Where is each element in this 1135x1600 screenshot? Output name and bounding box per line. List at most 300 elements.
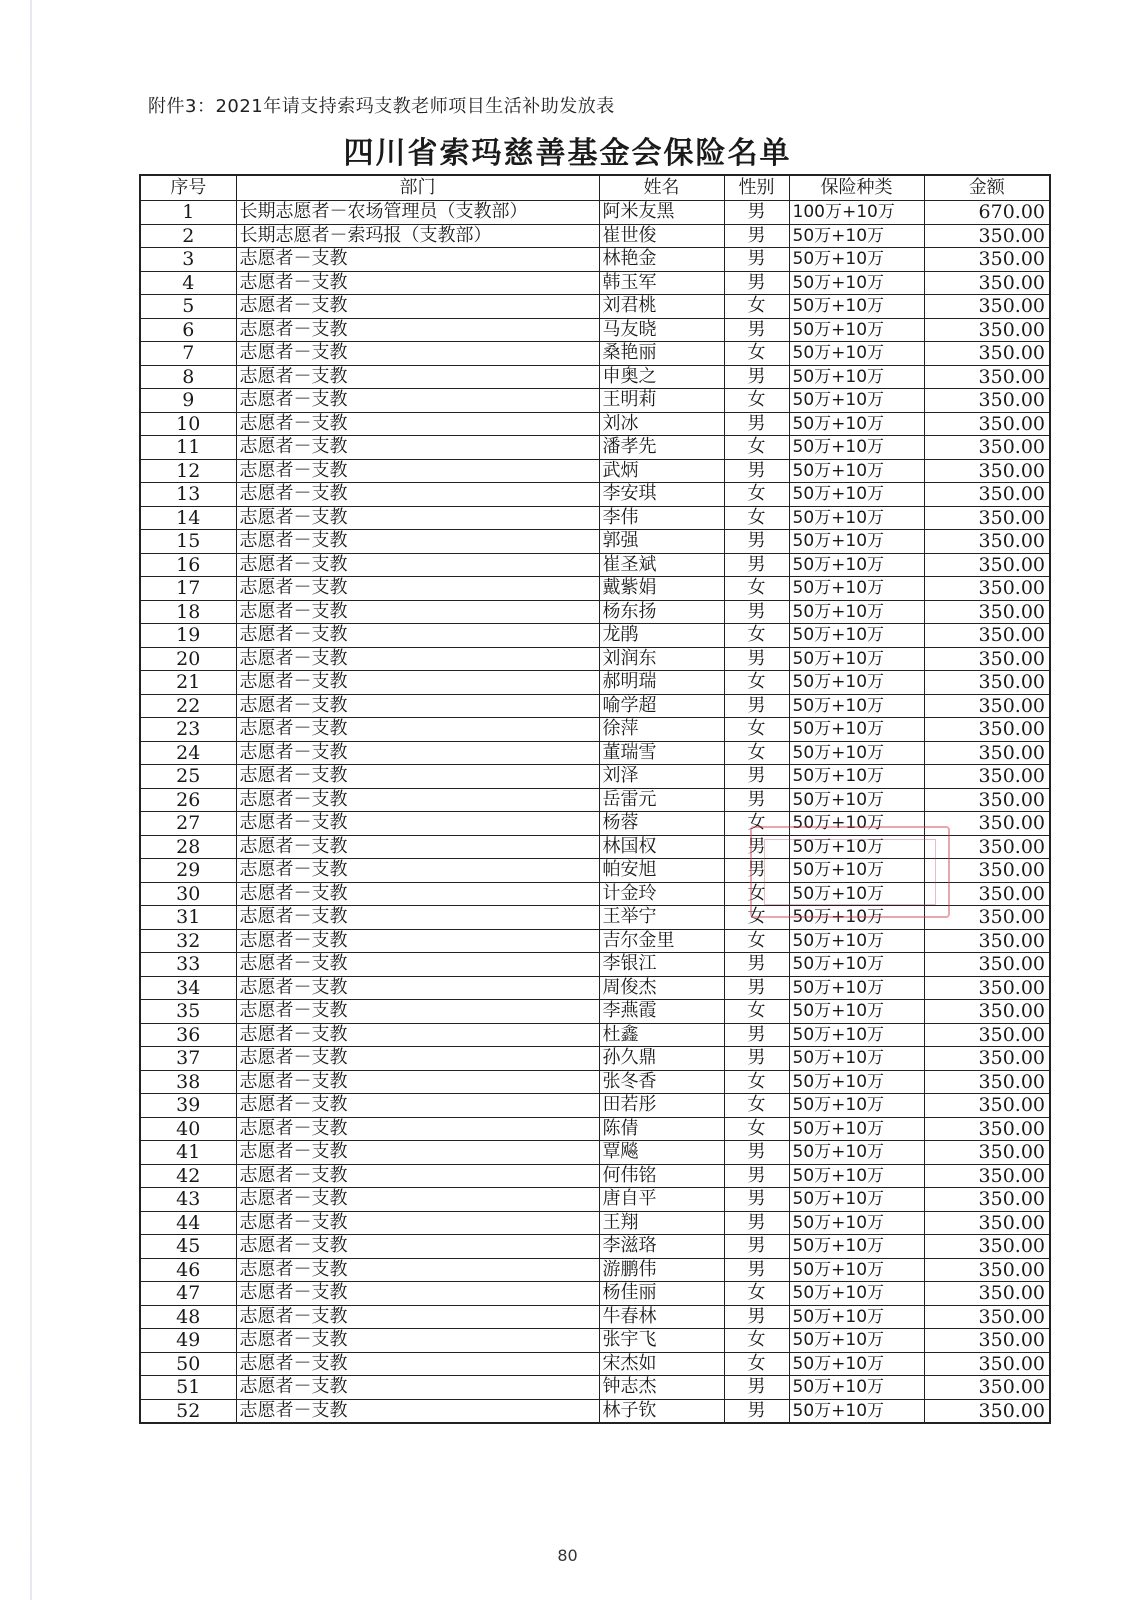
table-row [140,295,1050,319]
table-row [140,389,1050,413]
table-row [140,1141,1050,1165]
cell-insurance: 50万+10万 [789,1352,924,1376]
table-row [140,412,1050,436]
cell-seq: 27 [140,812,236,836]
table-body [140,201,1050,1424]
cell-seq: 36 [140,1023,236,1047]
cell-gender: 男 [724,1188,789,1212]
cell-insurance: 50万+10万 [789,459,924,483]
cell-seq: 38 [140,1070,236,1094]
cell-amount: 350.00 [924,1305,1050,1329]
cell-gender: 女 [724,295,789,319]
cell-seq: 1 [140,201,236,225]
cell-gender: 男 [724,1258,789,1282]
cell-amount: 350.00 [924,929,1050,953]
cell-seq: 21 [140,671,236,695]
cell-gender: 男 [724,1235,789,1259]
table-row [140,201,1050,225]
cell-amount: 350.00 [924,1258,1050,1282]
cell-insurance: 50万+10万 [789,953,924,977]
cell-gender: 男 [724,694,789,718]
table-row [140,694,1050,718]
cell-name: 何伟铭 [599,1164,724,1188]
cell-amount: 350.00 [924,224,1050,248]
cell-amount: 350.00 [924,1117,1050,1141]
cell-amount: 350.00 [924,600,1050,624]
cell-gender: 男 [724,224,789,248]
table-row [140,976,1050,1000]
cell-gender: 女 [724,671,789,695]
cell-amount: 350.00 [924,647,1050,671]
table-row [140,1188,1050,1212]
cell-insurance: 50万+10万 [789,671,924,695]
cell-amount: 350.00 [924,624,1050,648]
cell-gender: 女 [724,929,789,953]
cell-amount: 350.00 [924,718,1050,742]
cell-insurance: 50万+10万 [789,1164,924,1188]
cell-dept: 志愿者－支教 [236,1094,599,1118]
header-name: 姓名 [599,175,724,201]
cell-seq: 34 [140,976,236,1000]
cell-amount: 350.00 [924,1000,1050,1024]
cell-dept: 志愿者－支教 [236,389,599,413]
cell-name: 刘君桃 [599,295,724,319]
cell-amount: 350.00 [924,671,1050,695]
cell-gender: 男 [724,788,789,812]
cell-dept: 志愿者－支教 [236,741,599,765]
table-row [140,788,1050,812]
table-row [140,906,1050,930]
cell-dept: 志愿者－支教 [236,1399,599,1423]
cell-gender: 女 [724,906,789,930]
cell-name: 李安琪 [599,483,724,507]
cell-dept: 志愿者－支教 [236,412,599,436]
cell-insurance: 50万+10万 [789,1399,924,1423]
cell-gender: 男 [724,201,789,225]
cell-name: 李银江 [599,953,724,977]
table-row [140,835,1050,859]
cell-dept: 志愿者－支教 [236,835,599,859]
cell-gender: 女 [724,506,789,530]
cell-seq: 18 [140,600,236,624]
cell-name: 杨蓉 [599,812,724,836]
cell-gender: 女 [724,624,789,648]
cell-name: 林国权 [599,835,724,859]
cell-dept: 长期志愿者－索玛报（支教部） [236,224,599,248]
cell-seq: 7 [140,342,236,366]
cell-name: 钟志杰 [599,1376,724,1400]
cell-insurance: 50万+10万 [789,318,924,342]
cell-dept: 长期志愿者－农场管理员（支教部） [236,201,599,225]
cell-dept: 志愿者－支教 [236,1258,599,1282]
cell-seq: 45 [140,1235,236,1259]
cell-amount: 350.00 [924,741,1050,765]
cell-amount: 350.00 [924,859,1050,883]
cell-dept: 志愿者－支教 [236,1047,599,1071]
cell-amount: 350.00 [924,342,1050,366]
table-row [140,1070,1050,1094]
cell-name: 林子钦 [599,1399,724,1423]
cell-seq: 19 [140,624,236,648]
page-title: 四川省索玛慈善基金会保险名单 [343,136,792,171]
cell-dept: 志愿者－支教 [236,342,599,366]
table-row [140,741,1050,765]
cell-amount: 350.00 [924,1164,1050,1188]
cell-gender: 男 [724,859,789,883]
cell-gender: 女 [724,812,789,836]
cell-seq: 11 [140,436,236,460]
cell-insurance: 50万+10万 [789,389,924,413]
cell-name: 王翔 [599,1211,724,1235]
cell-seq: 28 [140,835,236,859]
cell-gender: 女 [724,882,789,906]
table-row [140,1164,1050,1188]
table-row [140,1094,1050,1118]
cell-insurance: 50万+10万 [789,1376,924,1400]
cell-gender: 女 [724,483,789,507]
cell-name: 计金玲 [599,882,724,906]
cell-dept: 志愿者－支教 [236,953,599,977]
cell-gender: 男 [724,1211,789,1235]
cell-gender: 女 [724,1070,789,1094]
table-row [140,318,1050,342]
cell-insurance: 50万+10万 [789,859,924,883]
table-row [140,859,1050,883]
cell-amount: 350.00 [924,1282,1050,1306]
cell-amount: 670.00 [924,201,1050,225]
cell-name: 陈倩 [599,1117,724,1141]
cell-insurance: 50万+10万 [789,1329,924,1353]
cell-name: 周俊杰 [599,976,724,1000]
cell-dept: 志愿者－支教 [236,365,599,389]
cell-dept: 志愿者－支教 [236,318,599,342]
cell-amount: 350.00 [924,365,1050,389]
cell-name: 林艳金 [599,248,724,272]
cell-gender: 女 [724,1329,789,1353]
cell-gender: 女 [724,1352,789,1376]
cell-dept: 志愿者－支教 [236,859,599,883]
cell-dept: 志愿者－支教 [236,1305,599,1329]
table-row [140,1235,1050,1259]
table-row [140,929,1050,953]
cell-dept: 志愿者－支教 [236,1000,599,1024]
cell-gender: 女 [724,436,789,460]
cell-seq: 5 [140,295,236,319]
table-row [140,1117,1050,1141]
cell-insurance: 50万+10万 [789,530,924,554]
cell-insurance: 50万+10万 [789,342,924,366]
cell-seq: 35 [140,1000,236,1024]
table-row [140,953,1050,977]
cell-insurance: 50万+10万 [789,1235,924,1259]
table-row [140,224,1050,248]
cell-seq: 52 [140,1399,236,1423]
table-row [140,483,1050,507]
cell-dept: 志愿者－支教 [236,1282,599,1306]
cell-name: 唐自平 [599,1188,724,1212]
table-row [140,459,1050,483]
cell-insurance: 50万+10万 [789,765,924,789]
cell-gender: 女 [724,1117,789,1141]
cell-seq: 32 [140,929,236,953]
cell-gender: 男 [724,1164,789,1188]
cell-amount: 350.00 [924,906,1050,930]
cell-seq: 26 [140,788,236,812]
cell-amount: 350.00 [924,1211,1050,1235]
table-row [140,882,1050,906]
cell-amount: 350.00 [924,248,1050,272]
cell-insurance: 50万+10万 [789,812,924,836]
header-gender: 性别 [724,175,789,201]
cell-amount: 350.00 [924,812,1050,836]
header-dept: 部门 [236,175,599,201]
cell-amount: 350.00 [924,436,1050,460]
table-row [140,342,1050,366]
cell-seq: 16 [140,553,236,577]
cell-amount: 350.00 [924,412,1050,436]
header-seq: 序号 [140,175,236,201]
table-row [140,1282,1050,1306]
cell-dept: 志愿者－支教 [236,506,599,530]
cell-gender: 女 [724,1094,789,1118]
cell-insurance: 50万+10万 [789,1117,924,1141]
cell-insurance: 50万+10万 [789,271,924,295]
cell-dept: 志愿者－支教 [236,459,599,483]
cell-seq: 23 [140,718,236,742]
cell-name: 田若彤 [599,1094,724,1118]
page-number: 80 [557,1546,578,1565]
cell-name: 吉尔金里 [599,929,724,953]
cell-gender: 男 [724,318,789,342]
cell-dept: 志愿者－支教 [236,718,599,742]
cell-gender: 男 [724,248,789,272]
cell-gender: 女 [724,741,789,765]
cell-insurance: 50万+10万 [789,694,924,718]
cell-dept: 志愿者－支教 [236,788,599,812]
header-amount: 金额 [924,175,1050,201]
insurance-table [139,174,1051,1424]
cell-gender: 男 [724,553,789,577]
cell-dept: 志愿者－支教 [236,1352,599,1376]
table-row [140,1211,1050,1235]
cell-dept: 志愿者－支教 [236,553,599,577]
cell-amount: 350.00 [924,1188,1050,1212]
cell-name: 崔圣斌 [599,553,724,577]
cell-seq: 6 [140,318,236,342]
cell-insurance: 50万+10万 [789,365,924,389]
cell-seq: 25 [140,765,236,789]
cell-name: 杜鑫 [599,1023,724,1047]
cell-dept: 志愿者－支教 [236,295,599,319]
cell-seq: 30 [140,882,236,906]
cell-amount: 350.00 [924,953,1050,977]
cell-amount: 350.00 [924,459,1050,483]
cell-name: 帕安旭 [599,859,724,883]
cell-name: 李燕霞 [599,1000,724,1024]
cell-insurance: 50万+10万 [789,976,924,1000]
cell-insurance: 50万+10万 [789,1188,924,1212]
cell-insurance: 50万+10万 [789,553,924,577]
header-insurance: 保险种类 [789,175,924,201]
cell-seq: 49 [140,1329,236,1353]
cell-gender: 男 [724,1023,789,1047]
cell-insurance: 50万+10万 [789,1282,924,1306]
cell-dept: 志愿者－支教 [236,976,599,1000]
cell-dept: 志愿者－支教 [236,271,599,295]
cell-amount: 350.00 [924,530,1050,554]
cell-amount: 350.00 [924,882,1050,906]
cell-insurance: 50万+10万 [789,1211,924,1235]
cell-seq: 40 [140,1117,236,1141]
cell-name: 郭强 [599,530,724,554]
cell-gender: 男 [724,1376,789,1400]
cell-insurance: 50万+10万 [789,577,924,601]
cell-insurance: 50万+10万 [789,1023,924,1047]
cell-seq: 9 [140,389,236,413]
cell-seq: 50 [140,1352,236,1376]
cell-seq: 2 [140,224,236,248]
cell-amount: 350.00 [924,788,1050,812]
cell-amount: 350.00 [924,694,1050,718]
cell-amount: 350.00 [924,318,1050,342]
cell-name: 杨东扬 [599,600,724,624]
table-row [140,647,1050,671]
cell-seq: 46 [140,1258,236,1282]
cell-dept: 志愿者－支教 [236,600,599,624]
cell-name: 潘孝先 [599,436,724,460]
cell-amount: 350.00 [924,389,1050,413]
cell-dept: 志愿者－支教 [236,765,599,789]
cell-insurance: 50万+10万 [789,600,924,624]
cell-insurance: 50万+10万 [789,1258,924,1282]
cell-insurance: 50万+10万 [789,624,924,648]
cell-gender: 男 [724,1305,789,1329]
cell-insurance: 50万+10万 [789,788,924,812]
cell-name: 张宇飞 [599,1329,724,1353]
cell-seq: 41 [140,1141,236,1165]
cell-gender: 男 [724,530,789,554]
cell-gender: 男 [724,459,789,483]
cell-seq: 39 [140,1094,236,1118]
cell-seq: 17 [140,577,236,601]
cell-seq: 37 [140,1047,236,1071]
cell-name: 马友晓 [599,318,724,342]
cell-seq: 42 [140,1164,236,1188]
cell-dept: 志愿者－支教 [236,647,599,671]
cell-amount: 350.00 [924,1329,1050,1353]
cell-insurance: 50万+10万 [789,1141,924,1165]
cell-seq: 4 [140,271,236,295]
cell-dept: 志愿者－支教 [236,483,599,507]
cell-amount: 350.00 [924,506,1050,530]
cell-insurance: 50万+10万 [789,1094,924,1118]
cell-amount: 350.00 [924,1141,1050,1165]
cell-gender: 女 [724,1000,789,1024]
cell-dept: 志愿者－支教 [236,1164,599,1188]
cell-seq: 48 [140,1305,236,1329]
cell-insurance: 50万+10万 [789,295,924,319]
cell-gender: 男 [724,1141,789,1165]
cell-seq: 10 [140,412,236,436]
table-row [140,553,1050,577]
table-row [140,1399,1050,1423]
cell-dept: 志愿者－支教 [236,882,599,906]
table-row [140,812,1050,836]
cell-seq: 24 [140,741,236,765]
cell-dept: 志愿者－支教 [236,248,599,272]
cell-insurance: 50万+10万 [789,741,924,765]
cell-seq: 3 [140,248,236,272]
table-row [140,1258,1050,1282]
cell-gender: 男 [724,835,789,859]
cell-amount: 350.00 [924,1399,1050,1423]
cell-insurance: 50万+10万 [789,1047,924,1071]
table-row [140,1047,1050,1071]
cell-seq: 47 [140,1282,236,1306]
table-row [140,248,1050,272]
cell-amount: 350.00 [924,976,1050,1000]
cell-amount: 350.00 [924,577,1050,601]
cell-name: 戴紫娟 [599,577,724,601]
cell-gender: 女 [724,389,789,413]
cell-seq: 8 [140,365,236,389]
table-row [140,365,1050,389]
cell-insurance: 50万+10万 [789,483,924,507]
cell-amount: 350.00 [924,553,1050,577]
cell-name: 孙久鼎 [599,1047,724,1071]
table-row [140,577,1050,601]
cell-amount: 350.00 [924,765,1050,789]
cell-dept: 志愿者－支教 [236,1188,599,1212]
cell-name: 申奥之 [599,365,724,389]
cell-amount: 350.00 [924,1023,1050,1047]
cell-name: 覃飚 [599,1141,724,1165]
cell-dept: 志愿者－支教 [236,671,599,695]
cell-name: 郝明瑞 [599,671,724,695]
table-row [140,506,1050,530]
cell-amount: 350.00 [924,1235,1050,1259]
cell-insurance: 100万+10万 [789,201,924,225]
cell-amount: 350.00 [924,835,1050,859]
cell-dept: 志愿者－支教 [236,624,599,648]
cell-dept: 志愿者－支教 [236,1023,599,1047]
cell-gender: 男 [724,600,789,624]
table-row [140,530,1050,554]
cell-name: 桑艳丽 [599,342,724,366]
cell-seq: 33 [140,953,236,977]
cell-dept: 志愿者－支教 [236,694,599,718]
table-row [140,271,1050,295]
cell-gender: 男 [724,765,789,789]
table-row [140,624,1050,648]
cell-name: 刘泽 [599,765,724,789]
cell-seq: 15 [140,530,236,554]
cell-seq: 13 [140,483,236,507]
cell-name: 喻学超 [599,694,724,718]
cell-seq: 43 [140,1188,236,1212]
cell-gender: 女 [724,577,789,601]
table-row [140,436,1050,460]
cell-dept: 志愿者－支教 [236,1376,599,1400]
cell-amount: 350.00 [924,1070,1050,1094]
cell-name: 李滋珞 [599,1235,724,1259]
cell-gender: 男 [724,412,789,436]
cell-name: 王明莉 [599,389,724,413]
table-row [140,1023,1050,1047]
cell-dept: 志愿者－支教 [236,1141,599,1165]
scan-edge [30,0,32,1600]
cell-dept: 志愿者－支教 [236,1070,599,1094]
